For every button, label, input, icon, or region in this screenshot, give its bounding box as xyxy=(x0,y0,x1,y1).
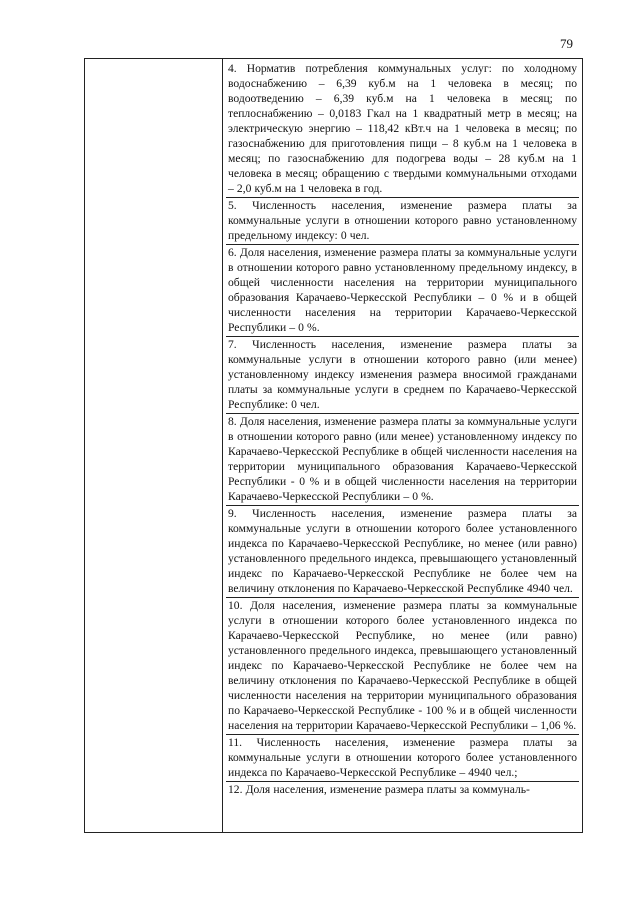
paragraph-6-share-equal-limit: 6. Доля населения, изменение размера платы за коммунальные услуги в отношении которого равно установленному предельному индексу, в общей численности населения на территории муниципального образования Карачаево-Черкесской Республики – 0 % и в общей численности населения на территории Карачаево-Черкесской Республики – 0 %. xyxy=(226,245,579,337)
paragraph-10-share-above-index: 10. Доля населения, изменение размера платы за коммунальные услуги в отношении которого более установленного индекса по Карачаево-Черкесской Республике, но менее (или равно) установленного предельного индекса, превышающего установленный индекс по Карачаево-Черкесской Республике не более чем на величину отклонения по Карачаево-Черкесской Республике в общей численности населения на территории муниципального образования по Карачаево-Черкесской Республике - 100 % и в общей численности населения на территории Карачаево-Черкесской Республики – 1,06 %. xyxy=(226,598,579,735)
paragraph-5-population-equal-limit: 5. Численность населения, изменение размера платы за коммунальные услуги в отношении которого равно установленному предельному индексу: 0 чел. xyxy=(226,198,579,245)
right-column-cell xyxy=(223,59,582,832)
left-column-cell xyxy=(85,59,223,832)
paragraph-11-population-more-than-index: 11. Численность населения, изменение размера платы за коммунальные услуги в отношении которого более установленного индекса по Карачаево-Черкесской Республике – 4940 чел.; xyxy=(226,735,579,782)
paragraph-8-share-equal-or-less-index: 8. Доля населения, изменение размера платы за коммунальные услуги в отношении которого равно (или менее) установленному индексу по Карачаево-Черкесской Республике в общей численности населения на территории муниципального образования Карачаево-Черкесской Республики - 0 % и в общей численности населения на территории Карачаево-Черкесской Республики – 0 %. xyxy=(226,414,579,506)
paragraph-7-population-equal-or-less-index: 7. Численность населения, изменение размера платы за коммунальные услуги в отношении которого равно (или менее) установленному индексу изменения размера вносимой гражданами платы за коммунальные услуги в среднем по Карачаево-Черкесской Республике: 0 чел. xyxy=(226,337,579,414)
paragraph-9-population-above-index: 9. Численность населения, изменение размера платы за коммунальные услуги в отношении которого более установленного индекса по Карачаево-Черкесской Республике, но менее (или равно) установленного предельного индекса, превышающего установленный индекс по Карачаево-Черкесской Республике не более чем на величину отклонения по Карачаево-Черкесской Республике 4940 чел. xyxy=(226,506,579,598)
paragraph-4-consumption-norms: 4. Норматив потребления коммунальных услуг: по холодному водоснабжению – 6,39 куб.м на 1 человека в месяц; по водоотведению – 6,39 куб.м на 1 человека в месяц; по теплоснабжению – 0,0183 Гкал на 1 квадратный метр в месяц; на электрическую энергию – 118,42 кВт.ч на 1 человека в месяц; по газоснабжению для приготовления пищи – 8 куб.м на 1 человека в месяц; по газоснабжению для подогрева воды – 28 куб.м на 1 человека в месяц; обращению с твердыми коммунальными отходами – 2,0 куб.м на 1 человека в год. xyxy=(226,61,579,198)
page-number: 79 xyxy=(560,36,573,51)
document-table xyxy=(84,58,583,833)
paragraph-12-share-truncated: 12. Доля населения, изменение размера платы за коммуналь- xyxy=(228,783,530,796)
